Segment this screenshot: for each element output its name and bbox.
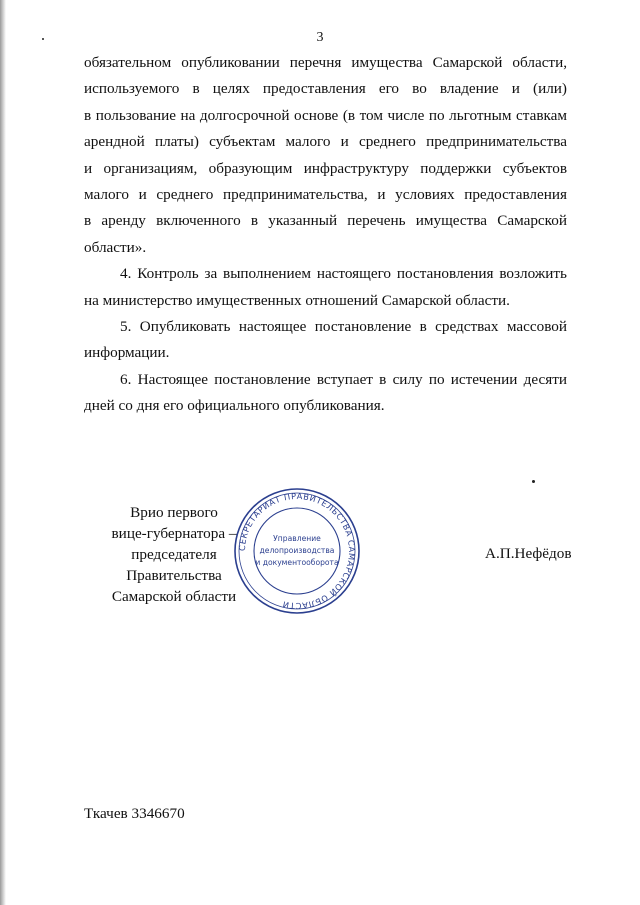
text-line: используемого в целях предоставления его во владение и (или) bbox=[84, 80, 567, 98]
clause-4 bbox=[84, 261, 567, 314]
text-line: и организациям, образующим инфраструктуру поддержки субъектов bbox=[84, 159, 567, 177]
text-line: на министерство имущественных отношений Самарской области. bbox=[84, 291, 510, 309]
official-stamp bbox=[232, 486, 362, 616]
signatory-position-line: Врио первого bbox=[130, 504, 218, 521]
clause-5 bbox=[84, 314, 567, 367]
scan-edge-shadow bbox=[0, 0, 6, 905]
text-line: в пользование на долгосрочной основе (в том числе по льготным ставкам bbox=[84, 106, 567, 124]
text-line: обязательном опубликовании перечня имущества Самарской области, bbox=[84, 54, 567, 71]
stamp-ring-text: СЕКРЕТАРИАТ ПРАВИТЕЛЬСТВА САМАРСКОЙ ОБЛАСТИ bbox=[236, 490, 358, 612]
paragraph-continuation bbox=[84, 50, 567, 261]
executor-footer: Ткачев 3346670 bbox=[84, 805, 185, 822]
text-line: дней со дня его официального опубликования. bbox=[84, 397, 385, 415]
stamp-center-line: делопроизводства bbox=[259, 546, 335, 555]
text-line: 6. Настоящее постановление вступает в силу по истечении десяти bbox=[120, 370, 567, 388]
text-line: 4. Контроль за выполнением настоящего постановления возложить bbox=[120, 265, 567, 283]
scan-speck bbox=[532, 480, 535, 483]
page-number: 3 bbox=[316, 30, 324, 45]
signatory-position-line: вице-губернатора – bbox=[111, 525, 237, 542]
text-line: области». bbox=[84, 238, 147, 256]
signatory-position-line: Самарской области bbox=[111, 588, 237, 605]
signatory-position-line: председателя Правительства bbox=[126, 546, 222, 584]
text-line: малого и среднего предпринимательства, и условиях предоставления bbox=[84, 186, 567, 204]
stamp-center-line: Управление bbox=[273, 534, 321, 543]
stamp-center-line: и документооборота bbox=[255, 558, 339, 567]
text-line: информации. bbox=[84, 344, 170, 362]
document-body bbox=[84, 50, 567, 420]
text-line: в аренду включенного в указанный перечень имущества Самарской bbox=[84, 212, 567, 230]
text-line: арендной платы) субъектам малого и среднего предпринимательства bbox=[84, 133, 567, 151]
signatory-name: А.П.Нефёдов bbox=[485, 545, 572, 562]
clause-6 bbox=[84, 367, 567, 420]
text-line: 5. Опубликовать настоящее постановление в средствах массовой bbox=[120, 318, 567, 336]
